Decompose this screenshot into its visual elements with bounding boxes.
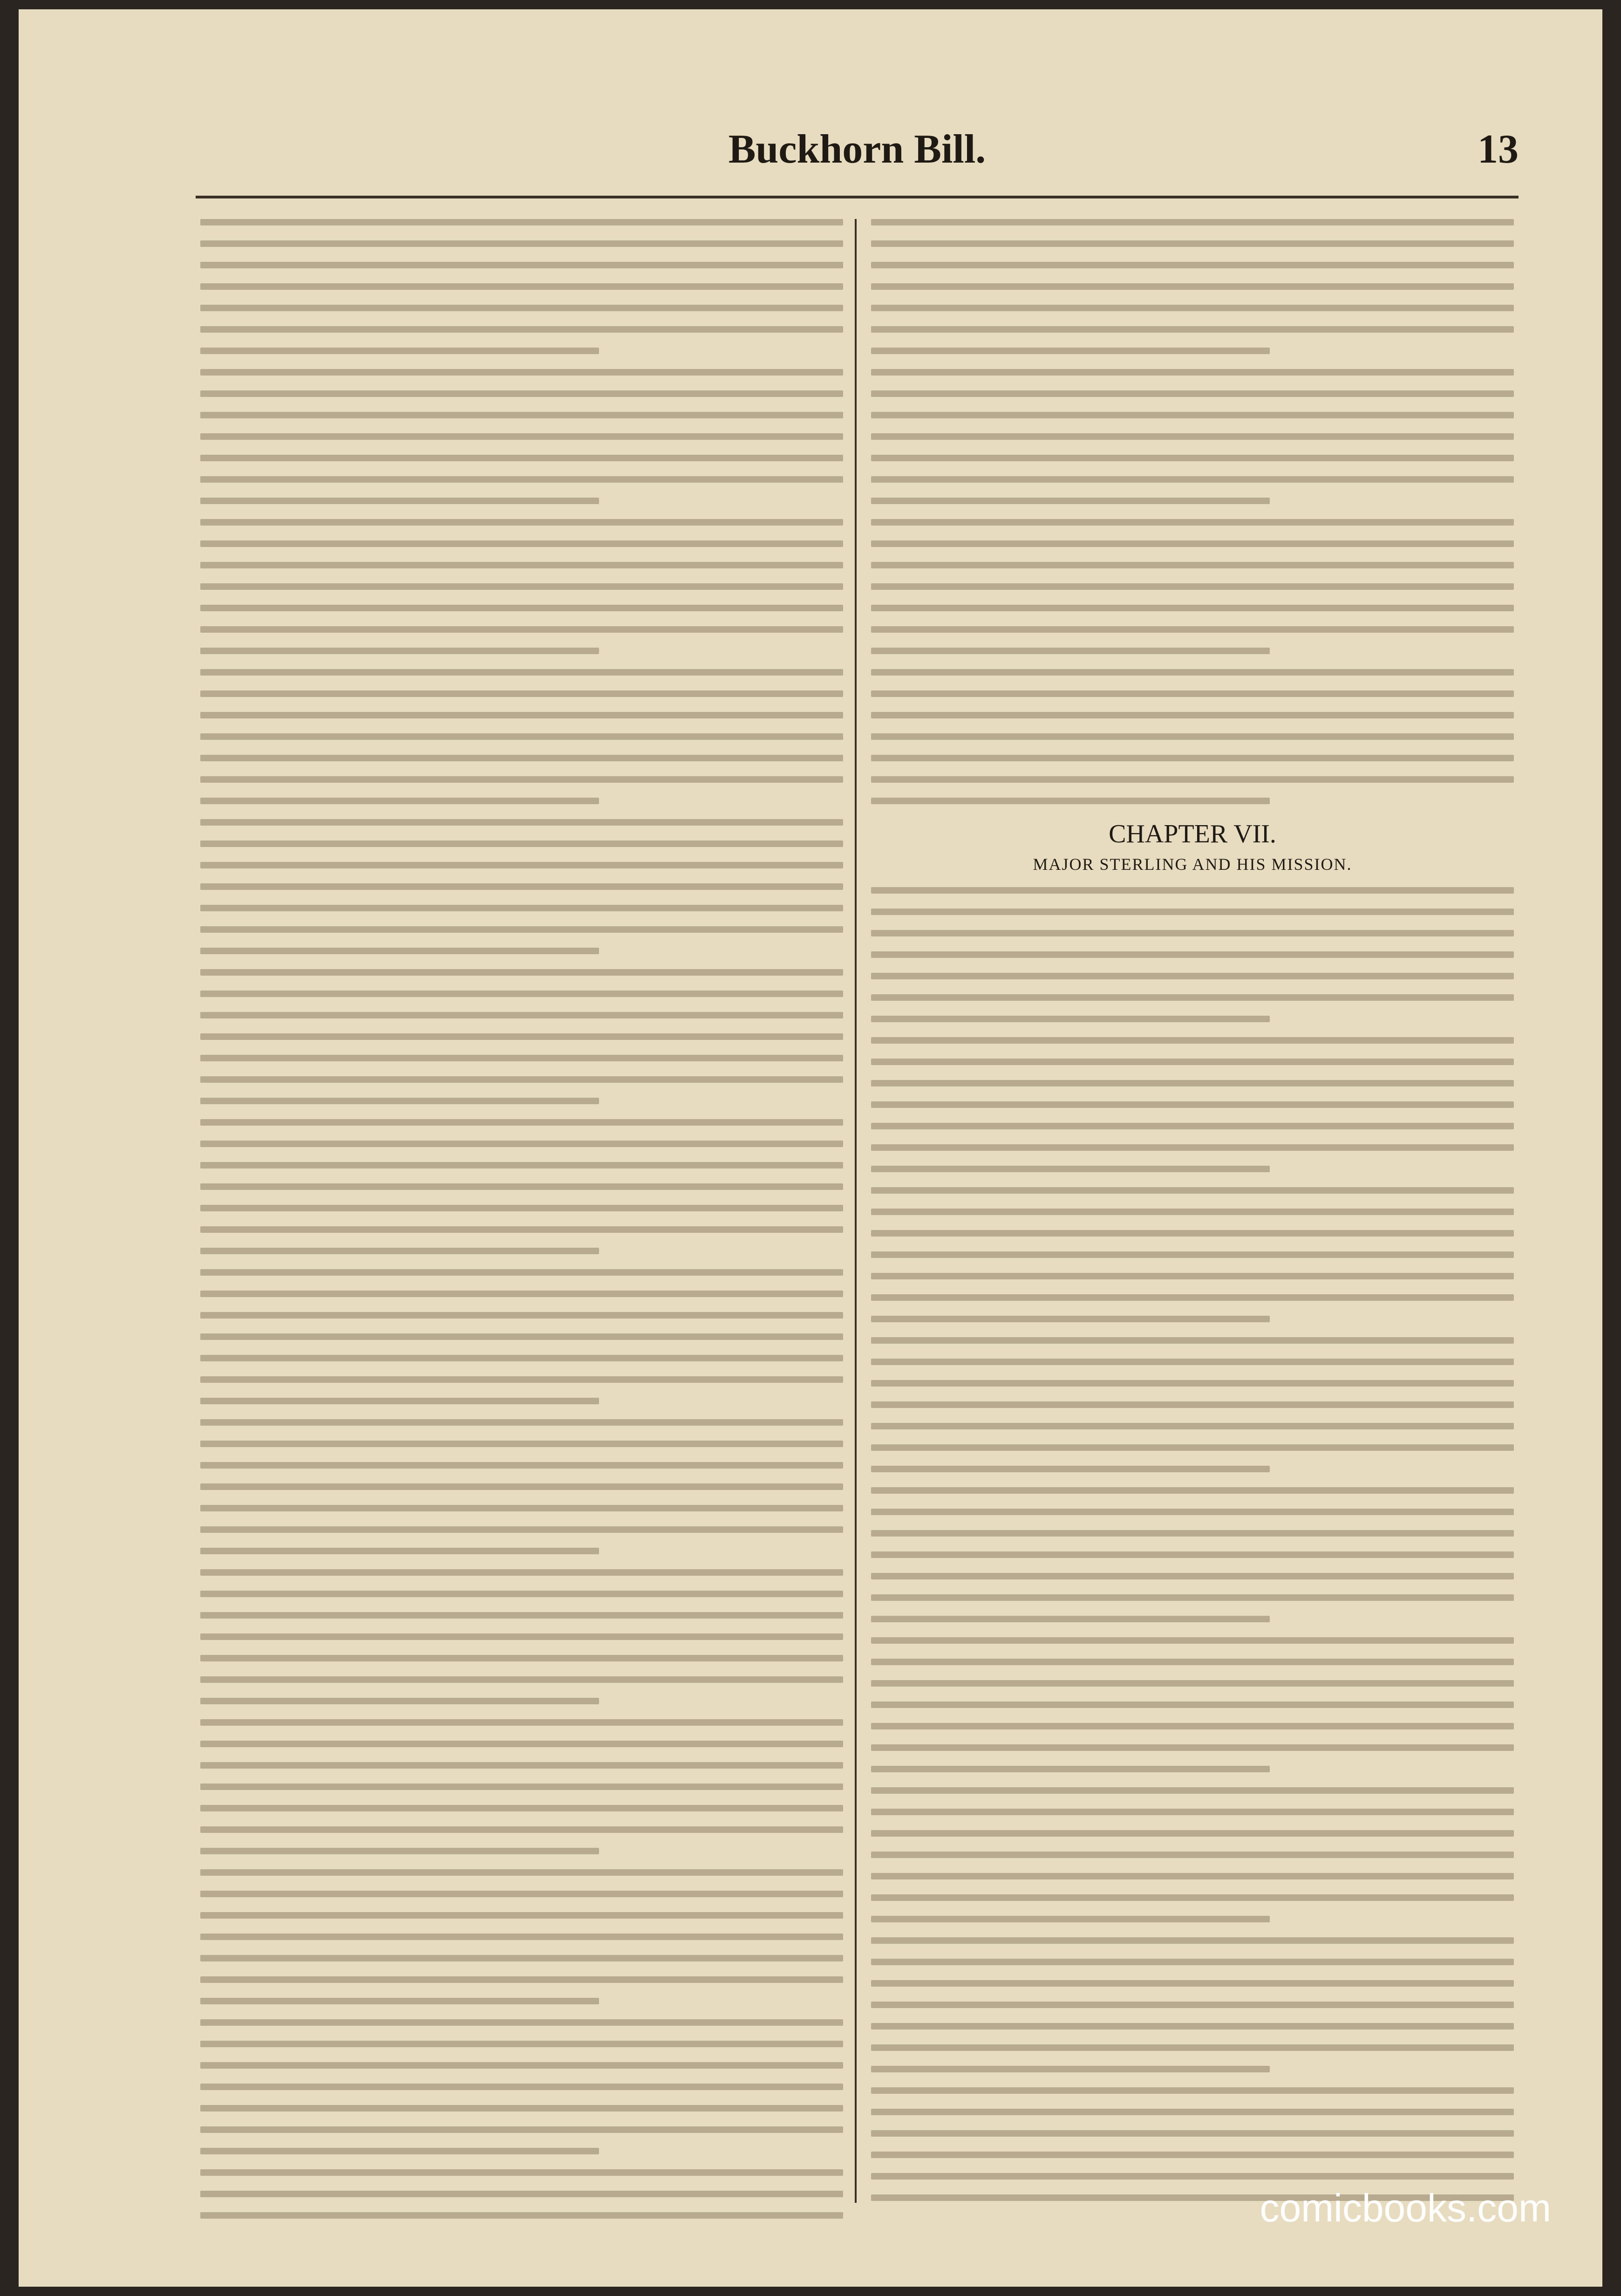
text-line bbox=[200, 991, 843, 997]
text-line bbox=[871, 887, 1514, 894]
text-line bbox=[200, 1912, 843, 1919]
text-line bbox=[871, 798, 1270, 804]
text-line bbox=[200, 969, 843, 976]
text-line bbox=[871, 2130, 1514, 2137]
text-line bbox=[200, 1183, 843, 1190]
text-line bbox=[200, 2191, 843, 2197]
text-line bbox=[871, 605, 1514, 611]
text-line bbox=[871, 930, 1514, 936]
text-line bbox=[200, 1355, 843, 1361]
text-line bbox=[200, 2169, 843, 2176]
text-line bbox=[871, 1852, 1514, 1858]
text-line bbox=[871, 262, 1514, 268]
running-header bbox=[196, 126, 1519, 182]
text-line bbox=[200, 648, 599, 654]
text-line bbox=[871, 2152, 1514, 2158]
text-line bbox=[871, 369, 1514, 376]
text-line bbox=[871, 283, 1514, 290]
text-line bbox=[200, 926, 843, 933]
text-line bbox=[871, 712, 1514, 718]
text-line bbox=[871, 951, 1514, 958]
text-line bbox=[871, 519, 1514, 526]
text-line bbox=[200, 348, 599, 354]
text-line bbox=[871, 476, 1514, 483]
text-line bbox=[871, 1209, 1514, 1215]
text-line bbox=[200, 476, 843, 483]
text-line bbox=[200, 390, 843, 397]
text-line bbox=[200, 1869, 843, 1876]
chapter-title: CHAPTER VII. bbox=[1109, 820, 1276, 848]
text-line bbox=[200, 1419, 843, 1426]
text-line bbox=[200, 1998, 599, 2004]
text-line bbox=[200, 2041, 843, 2047]
text-line bbox=[871, 994, 1514, 1001]
text-line bbox=[200, 1205, 843, 1211]
text-line bbox=[200, 1098, 599, 1104]
text-line bbox=[200, 1162, 843, 1168]
text-line bbox=[200, 1269, 843, 1276]
text-line bbox=[871, 1337, 1514, 1344]
book-page bbox=[19, 9, 1602, 2287]
text-line bbox=[200, 2212, 843, 2219]
text-line bbox=[871, 1637, 1514, 1644]
text-line bbox=[200, 1934, 843, 1940]
text-line bbox=[871, 1551, 1514, 1558]
text-line bbox=[200, 2148, 599, 2154]
text-line bbox=[871, 1594, 1514, 1601]
text-line bbox=[200, 883, 843, 890]
text-line bbox=[200, 1569, 843, 1576]
text-line bbox=[871, 1273, 1514, 1279]
text-line bbox=[871, 390, 1514, 397]
text-line bbox=[871, 1166, 1270, 1172]
text-line bbox=[871, 540, 1514, 547]
text-line bbox=[200, 1526, 843, 1533]
text-line bbox=[871, 1616, 1270, 1622]
text-line bbox=[871, 1423, 1514, 1429]
text-line bbox=[200, 1633, 843, 1640]
text-line bbox=[200, 1119, 843, 1126]
text-line bbox=[200, 1291, 843, 1297]
text-line bbox=[200, 605, 843, 611]
text-line bbox=[200, 326, 843, 333]
text-line bbox=[871, 1894, 1514, 1901]
page-number: 13 bbox=[1478, 127, 1519, 172]
text-line bbox=[200, 1248, 599, 1254]
running-title: Buckhorn Bill. bbox=[728, 127, 986, 172]
text-line bbox=[200, 1591, 843, 1597]
chapter-subtitle: MAJOR STERLING AND HIS MISSION. bbox=[1033, 855, 1352, 874]
text-line bbox=[200, 498, 599, 504]
text-line bbox=[871, 669, 1514, 676]
text-line bbox=[200, 1333, 843, 1340]
text-line bbox=[200, 755, 843, 761]
text-line bbox=[200, 540, 843, 547]
text-line bbox=[871, 583, 1514, 590]
text-line bbox=[871, 1809, 1514, 1815]
text-line bbox=[200, 583, 843, 590]
text-line bbox=[871, 2173, 1514, 2180]
text-line bbox=[871, 2023, 1514, 2030]
text-line bbox=[200, 1891, 843, 1897]
text-line bbox=[200, 1955, 843, 1961]
text-line bbox=[200, 1012, 843, 1018]
text-line bbox=[871, 240, 1514, 247]
text-line bbox=[871, 498, 1270, 504]
text-line bbox=[200, 519, 843, 526]
text-line bbox=[200, 1976, 843, 1983]
text-line bbox=[200, 2084, 843, 2090]
text-line bbox=[200, 712, 843, 718]
text-line bbox=[200, 305, 843, 311]
text-line bbox=[871, 1251, 1514, 1258]
text-line bbox=[871, 776, 1514, 783]
text-line bbox=[871, 305, 1514, 311]
text-line bbox=[871, 562, 1514, 568]
text-line bbox=[200, 1076, 843, 1083]
column-left bbox=[200, 219, 843, 2203]
text-line bbox=[200, 1698, 599, 1704]
text-line bbox=[871, 1466, 1270, 1472]
text-line bbox=[200, 948, 599, 954]
text-line bbox=[871, 1702, 1514, 1708]
text-line bbox=[871, 326, 1514, 333]
text-line bbox=[871, 1316, 1270, 1322]
text-line bbox=[871, 1059, 1514, 1065]
text-line bbox=[200, 1719, 843, 1726]
text-line bbox=[871, 1294, 1514, 1301]
text-line bbox=[871, 973, 1514, 979]
text-line bbox=[200, 1548, 599, 1554]
text-line bbox=[200, 1226, 843, 1233]
text-line bbox=[871, 909, 1514, 915]
text-line bbox=[871, 626, 1514, 633]
text-line bbox=[200, 733, 843, 740]
text-line bbox=[200, 862, 843, 868]
text-line bbox=[200, 1462, 843, 1469]
text-line bbox=[200, 690, 843, 697]
text-line bbox=[200, 1033, 843, 1040]
text-line bbox=[200, 669, 843, 676]
text-line bbox=[871, 1401, 1514, 1408]
text-line bbox=[871, 1101, 1514, 1108]
text-line bbox=[871, 1144, 1514, 1151]
text-line bbox=[200, 2126, 843, 2133]
text-line bbox=[871, 1980, 1514, 1987]
text-line bbox=[200, 776, 843, 783]
text-line bbox=[200, 798, 599, 804]
text-line bbox=[200, 1398, 599, 1404]
text-line bbox=[871, 348, 1270, 354]
text-line bbox=[871, 1230, 1514, 1237]
text-line bbox=[871, 648, 1270, 654]
text-line bbox=[200, 905, 843, 911]
watermark: comicbooks.com bbox=[1260, 2186, 1551, 2230]
text-line bbox=[871, 2066, 1270, 2072]
text-line bbox=[200, 240, 843, 247]
text-line bbox=[200, 1483, 843, 1490]
text-line bbox=[871, 1359, 1514, 1365]
text-line bbox=[871, 219, 1514, 226]
text-line bbox=[200, 1655, 843, 1661]
text-line bbox=[200, 1805, 843, 1811]
text-line bbox=[871, 1573, 1514, 1579]
text-line bbox=[871, 1016, 1270, 1022]
column-right bbox=[871, 219, 1514, 2203]
text-line bbox=[200, 2062, 843, 2069]
text-line bbox=[200, 1741, 843, 1747]
text-line bbox=[871, 1659, 1514, 1665]
text-line bbox=[200, 1784, 843, 1790]
text-line bbox=[871, 1723, 1514, 1729]
text-line bbox=[871, 1530, 1514, 1537]
text-line bbox=[871, 412, 1514, 418]
text-line bbox=[871, 2087, 1514, 2094]
text-line bbox=[200, 412, 843, 418]
text-line bbox=[871, 2002, 1514, 2008]
text-line bbox=[871, 1830, 1514, 1837]
text-line bbox=[200, 840, 843, 847]
text-line bbox=[871, 1873, 1514, 1879]
text-line bbox=[871, 1744, 1514, 1751]
text-line bbox=[200, 1505, 843, 1511]
text-line bbox=[871, 1787, 1514, 1794]
text-line bbox=[871, 1037, 1514, 1044]
text-line bbox=[871, 2044, 1514, 2051]
text-line bbox=[200, 1376, 843, 1383]
text-line bbox=[200, 1612, 843, 1619]
text-line bbox=[200, 1055, 843, 1061]
text-line bbox=[200, 2105, 843, 2112]
text-line bbox=[200, 455, 843, 461]
text-line bbox=[871, 433, 1514, 440]
column-divider bbox=[855, 219, 857, 2203]
text-line bbox=[200, 262, 843, 268]
header-rule bbox=[196, 196, 1519, 198]
text-line bbox=[871, 1680, 1514, 1687]
text-line bbox=[871, 1444, 1514, 1451]
text-line bbox=[200, 1141, 843, 1147]
text-line bbox=[871, 1766, 1270, 1772]
text-line bbox=[871, 1187, 1514, 1194]
text-line bbox=[871, 690, 1514, 697]
text-line bbox=[200, 562, 843, 568]
text-line bbox=[200, 1441, 843, 1447]
text-line bbox=[871, 1959, 1514, 1965]
text-line bbox=[200, 369, 843, 376]
text-line bbox=[871, 1380, 1514, 1387]
text-line bbox=[200, 1312, 843, 1319]
text-line bbox=[200, 433, 843, 440]
text-line bbox=[871, 1916, 1270, 1922]
text-line bbox=[200, 2019, 843, 2026]
text-line bbox=[871, 1937, 1514, 1944]
text-line bbox=[871, 455, 1514, 461]
text-line bbox=[871, 1487, 1514, 1494]
text-line bbox=[200, 1762, 843, 1769]
text-line bbox=[200, 819, 843, 826]
text-line bbox=[200, 219, 843, 226]
text-line bbox=[200, 1676, 843, 1683]
text-line bbox=[871, 755, 1514, 761]
text-line bbox=[200, 1826, 843, 1833]
text-line bbox=[200, 1848, 599, 1854]
text-line bbox=[871, 2109, 1514, 2115]
text-line bbox=[200, 626, 843, 633]
text-line bbox=[871, 733, 1514, 740]
text-line bbox=[200, 283, 843, 290]
text-line bbox=[871, 1080, 1514, 1086]
text-line bbox=[871, 1509, 1514, 1515]
text-line bbox=[871, 1123, 1514, 1129]
